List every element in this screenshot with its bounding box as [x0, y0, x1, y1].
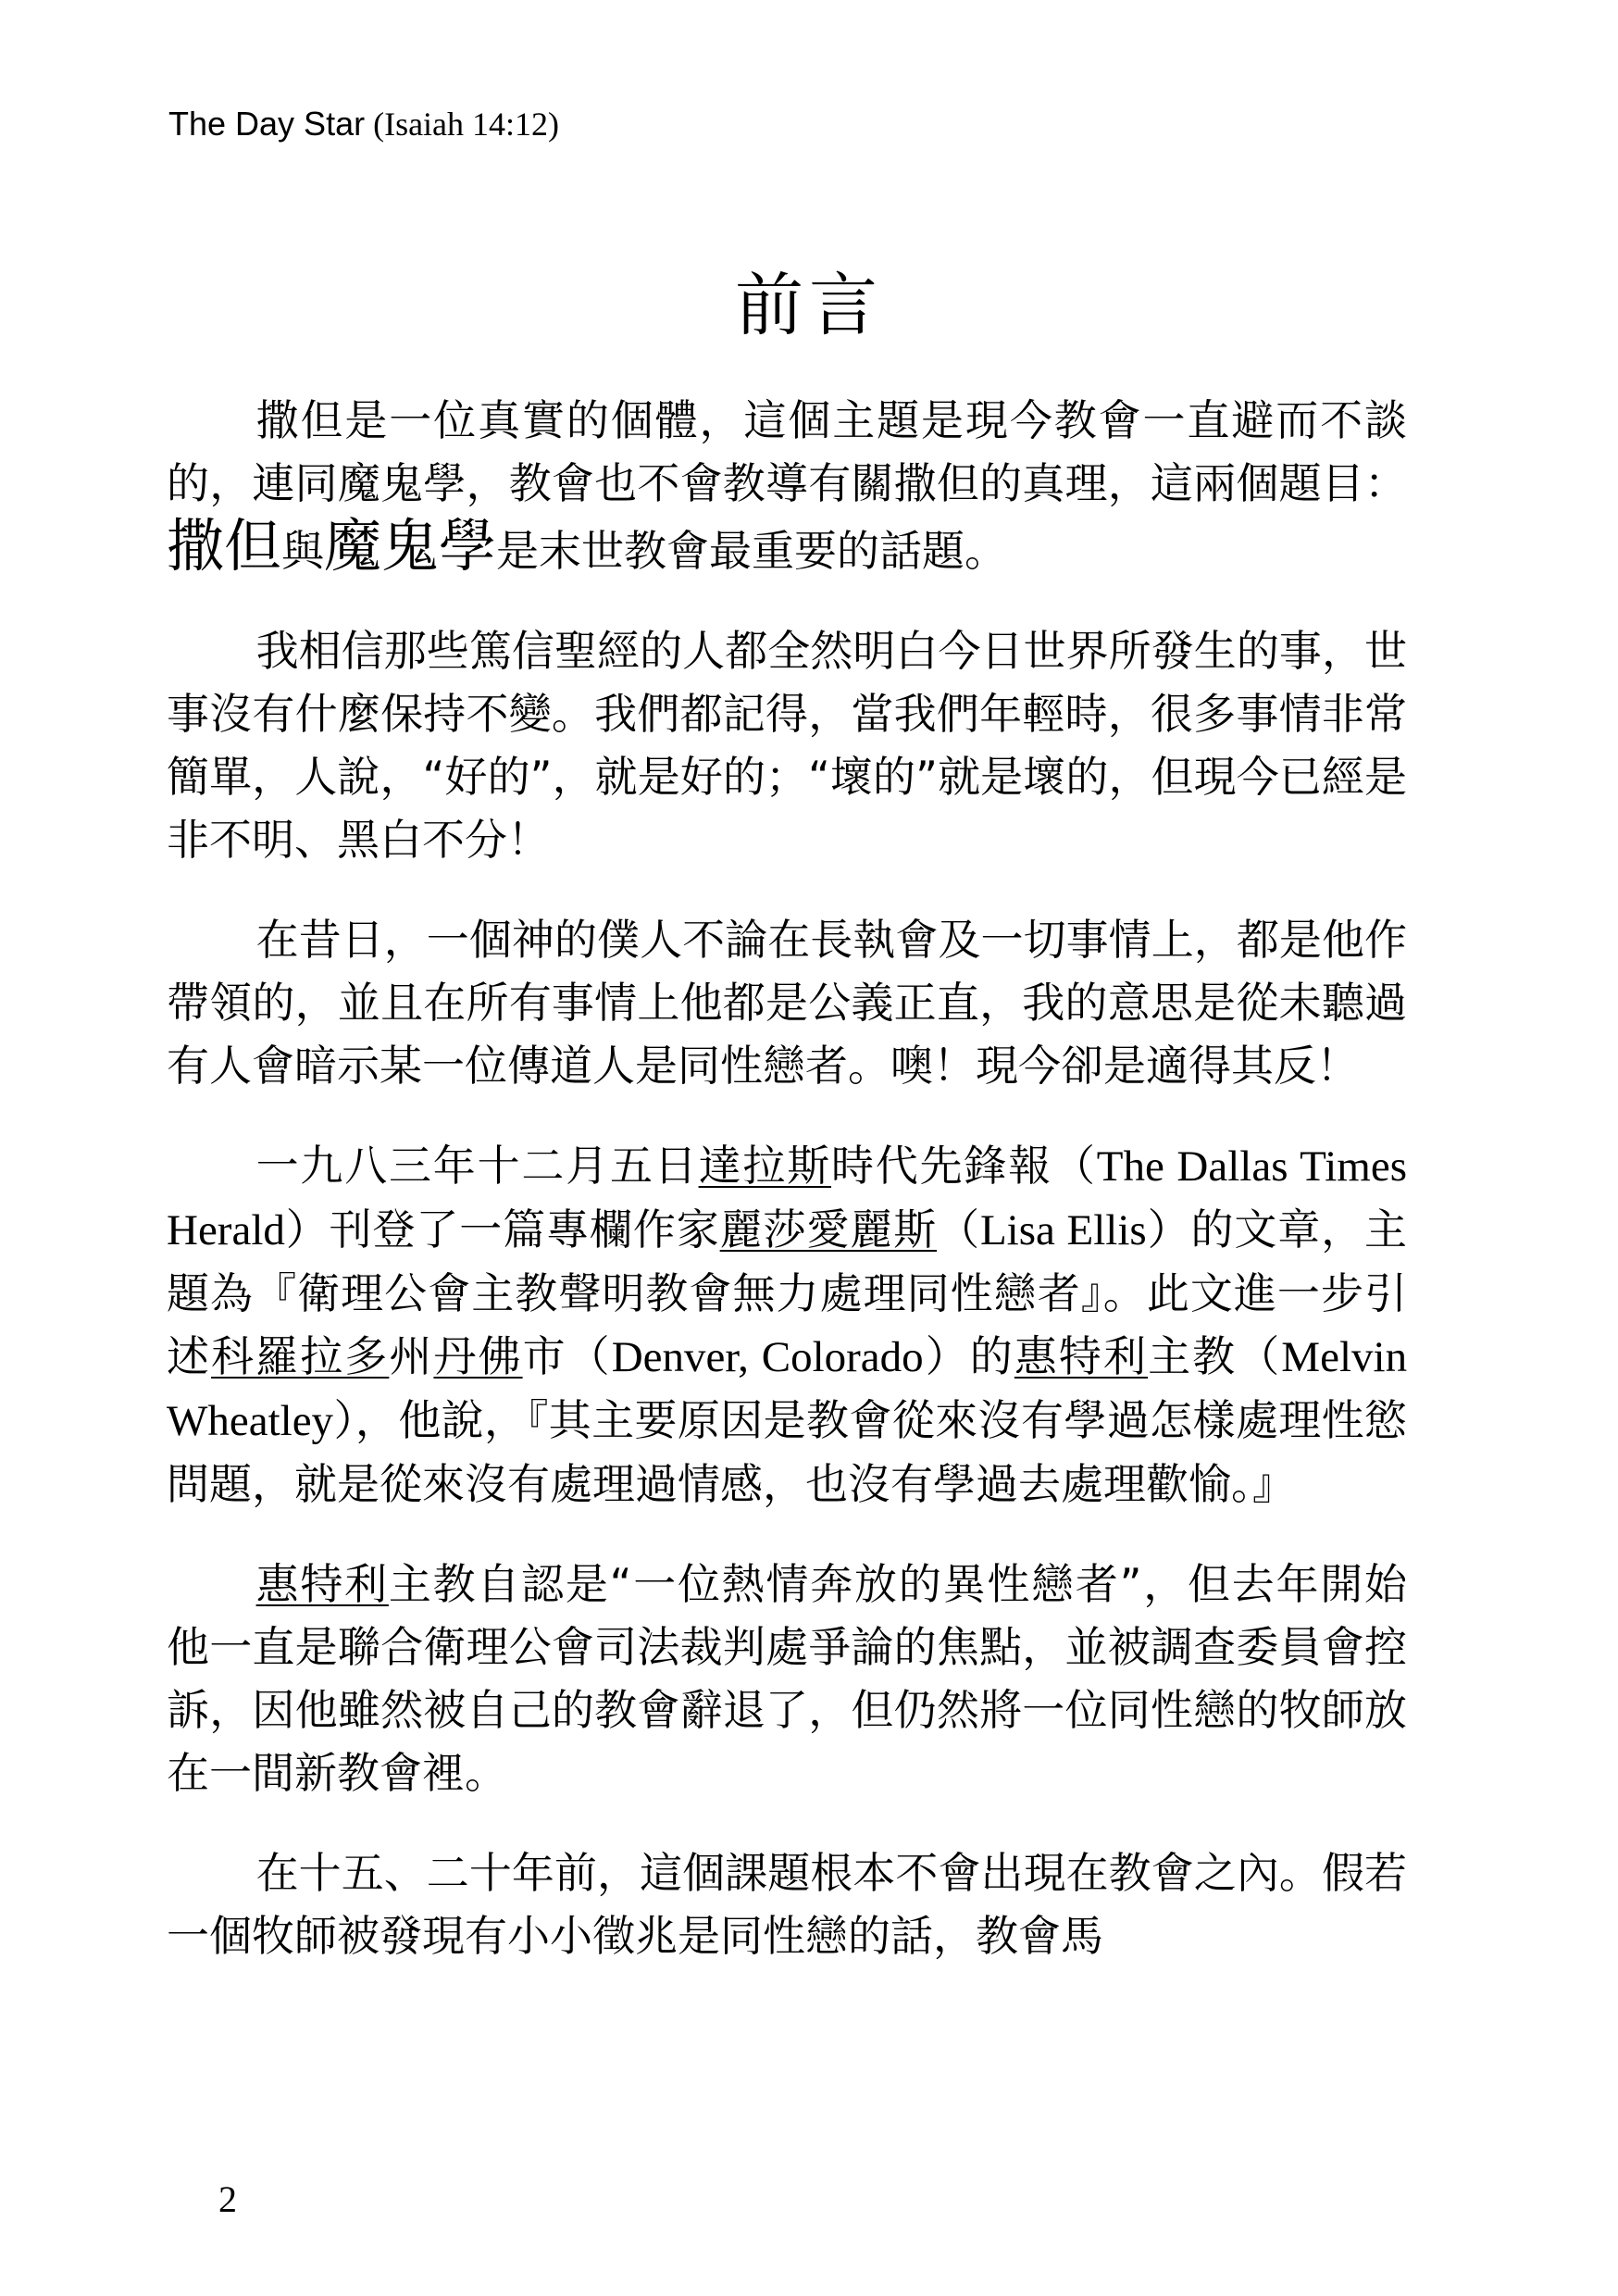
p1-term-satan: 撒但	[167, 512, 282, 580]
header-scripture-reference: (Isaiah 14:12)	[373, 106, 560, 143]
paragraph-1	[167, 389, 1407, 582]
p4-place-denver-en: Denver, Colorado	[611, 1333, 924, 1381]
p4-text-8: ）的	[923, 1331, 1014, 1381]
p4-text-1: 一九八三年十二月五日	[255, 1141, 699, 1191]
p1-text-c: 與	[281, 526, 325, 576]
running-header	[168, 104, 559, 144]
header-book-title: The Day Star	[168, 105, 366, 143]
p1-text-a: 撒但是一位真實的個體，這個主題是現今教會一直避而不談的，連同魔鬼學，教會也不會教導有關撒但的真理，這兩個題目：	[167, 395, 1407, 508]
p4-text-10: ），他說，『其主要原因是教會從來沒有學過怎樣處理性慾問題，就是從來沒有處理過情感，也沒有學過去處理歡愉。』	[167, 1395, 1407, 1509]
p4-place-dallas: 達拉斯	[698, 1141, 831, 1191]
p4-text-3: ）刊登了一篇專欄作家	[284, 1204, 720, 1254]
p1-term-demonology: 魔鬼學	[324, 512, 497, 580]
p5-person-wheatley: 惠特利	[255, 1559, 389, 1609]
p4-place-colorado: 科羅拉多	[211, 1331, 390, 1381]
p4-person-lisa-ellis: 麗莎愛麗斯	[719, 1204, 938, 1254]
p5-text-1: 主教自認是“一位熱情奔放的異性戀者”，但去年開始他一直是聯合衛理公會司法裁判處爭論的焦點，並被調查委員會控訴，因他雖然被自己的教會辭退了，但仍然將一位同性戀的牧師放在一間新教會裡。	[167, 1559, 1407, 1798]
p4-newspaper-name: The Dallas Times Herald	[167, 1142, 1408, 1254]
p4-text-4: （	[937, 1204, 980, 1254]
page-number: 2	[218, 2178, 237, 2220]
body-text	[167, 389, 1407, 2004]
p4-person-wheatley: 惠特利	[1014, 1331, 1149, 1381]
p4-person-wheatley-en: Melvin Wheatley	[167, 1333, 1408, 1445]
paragraph-4	[167, 1134, 1407, 1516]
p4-text-2: 時代先鋒報（	[831, 1141, 1097, 1191]
p4-text-7: 市（	[522, 1331, 612, 1381]
paragraph-5	[167, 1553, 1407, 1804]
paragraph-2: 我相信那些篤信聖經的人都全然明白今日世界所發生的事，世事沒有什麼保持不變。我們都記得，當我們年輕時，很多事情非常簡單，人說，“好的”，就是好的；“壞的”就是壞的，但現今已經是非不明、黑白不分！	[167, 626, 1407, 865]
paragraph-3: 在昔日，一個神的僕人不論在長執會及一切事情上，都是他作帶領的，並且在所有事情上他都是公義正直，我的意思是從未聽過有人會暗示某一位傳道人是同性戀者。噢！現今卻是適得其反！	[167, 915, 1407, 1091]
p4-place-denver: 丹佛	[433, 1331, 523, 1381]
paragraph-6: 在十五、二十年前，這個課題根本不會出現在教會之內。假若一個牧師被發現有小小徵兆是同性戀的話，教會馬	[167, 1848, 1407, 1961]
p1-text-e: 是末世教會最重要的話題。	[496, 526, 1008, 576]
chapter-title: 前言	[735, 266, 883, 345]
p4-person-lisa-ellis-en: Lisa Ellis	[979, 1206, 1147, 1254]
p4-text-5: ）的文章，主題為『衛理公會主教聲明教會無力處理同性戀者』。此文進一步引述	[167, 1204, 1408, 1381]
p4-text-6: 州	[389, 1331, 434, 1381]
p4-text-9: 主教（	[1148, 1331, 1282, 1381]
